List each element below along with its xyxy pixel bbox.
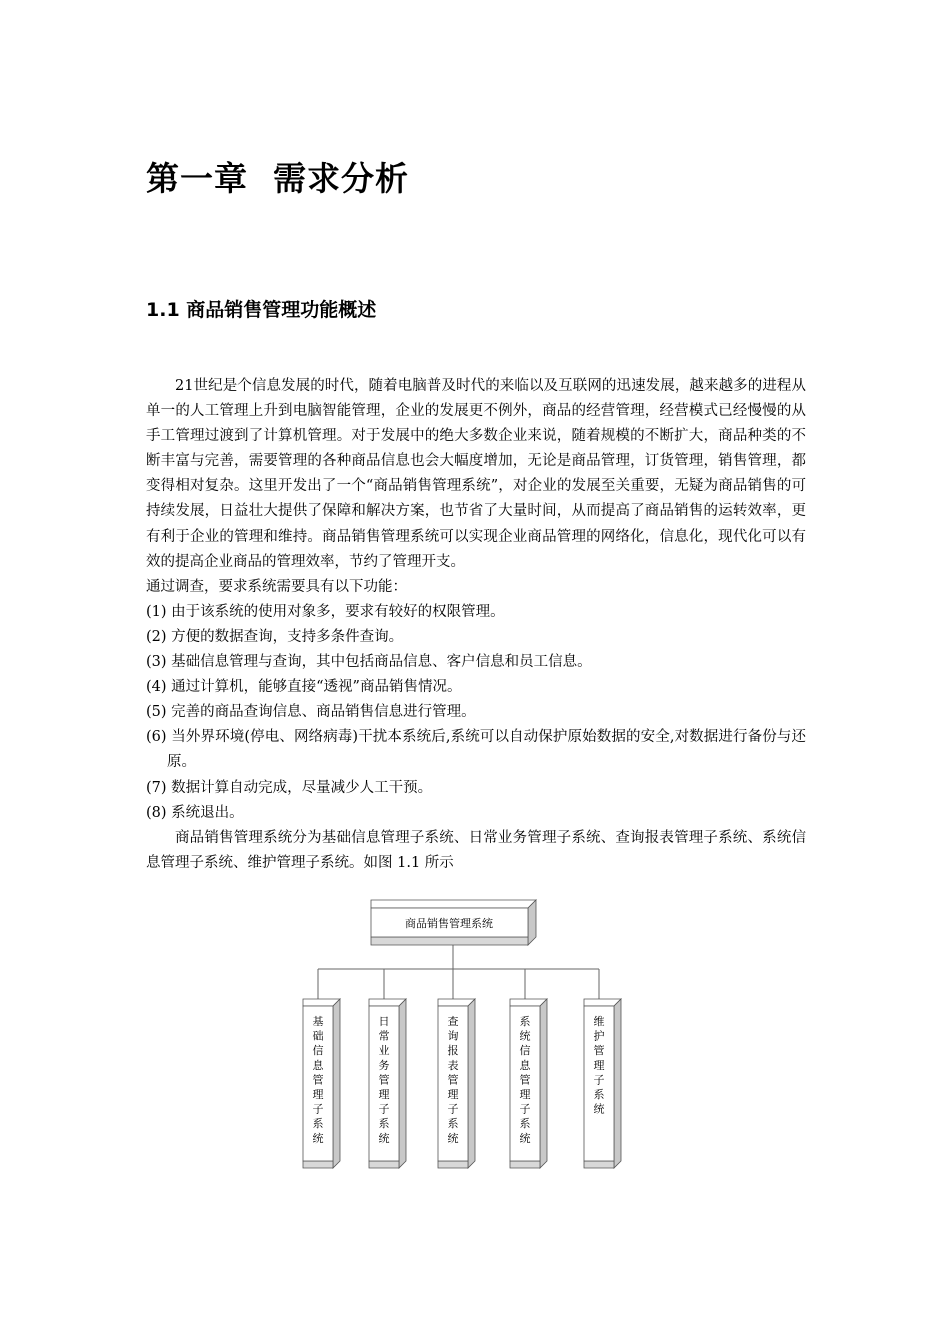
diagram-child-label-char: 子 [312, 1102, 324, 1116]
diagram-child-label-char: 管 [519, 1073, 531, 1087]
diagram-child-label-char: 询 [447, 1029, 459, 1043]
diagram-child-label-char: 统 [593, 1102, 605, 1116]
diagram-child-label-char: 日 [378, 1015, 390, 1028]
diagram-child-node [584, 999, 621, 1168]
requirement-item: (5) 完善的商品查询信息、商品销售信息进行管理。 [146, 704, 476, 721]
diagram-child-label-char: 统 [378, 1131, 390, 1145]
diagram-child-label-char: 护 [593, 1029, 605, 1043]
system-structure-diagram [296, 895, 636, 1181]
diagram-child-label-char: 理 [378, 1088, 390, 1101]
diagram-child-label-char: 理 [519, 1088, 531, 1101]
diagram-connectors [318, 945, 599, 999]
diagram-child-node [303, 999, 340, 1168]
diagram-child-label-char: 统 [519, 1131, 531, 1145]
diagram-child-label-char: 信 [519, 1044, 531, 1058]
section-title: 1.1 商品销售管理功能概述 [146, 299, 377, 321]
requirement-item: (2) 方便的数据查询，支持多条件查询。 [146, 628, 404, 645]
diagram-child-label-char: 务 [378, 1058, 390, 1072]
diagram-child-label-char: 系 [519, 1117, 531, 1131]
diagram-child-label-char: 信 [312, 1044, 324, 1058]
diagram-child-label-char: 子 [519, 1102, 531, 1116]
diagram-child-label-char: 基 [312, 1015, 324, 1028]
diagram-child-label-char: 子 [447, 1102, 459, 1116]
intro-paragraph: 21世纪是个信息发展的时代，随着电脑普及时代的来临以及互联网的迅速发展，越来越多的进程从单一的人工管理上升到电脑智能管理，企业的发展更不例外，商品的经营管理，经营模式已经慢慢的从手工管理过渡到了计算机管理。对于发展中的绝大多数企业来说，随着规模的不断扩大，商品种类的不断丰富与完善，需要管理的各种商品信息也会大幅度增加，无论是商品管理，订货管理，销售管理，都变得相对复杂。这里开发出了一个“商品销售管理系统”，对企业的发展至关重要，无疑为商品销售的可持续发展，日益壮大提供了保障和解决方案，也节省了大量时间，从而提高了商品销售的运转效率，更有利于企业的管理和维持。商品销售管理系统可以实现企业商品管理的网络化，信息化，现代化可以有效的提高企业商品的管理效率，节约了管理开支。 [146, 378, 806, 570]
diagram-child-label-char: 统 [447, 1131, 459, 1145]
diagram-child-label-char: 息 [312, 1058, 324, 1072]
diagram-child-label-char: 理 [447, 1088, 459, 1101]
diagram-child-label-char: 查 [447, 1015, 459, 1028]
diagram-child-label-char: 础 [312, 1029, 324, 1043]
diagram-child-label-char: 业 [378, 1044, 390, 1058]
diagram-child-label-char: 系 [593, 1088, 605, 1101]
diagram-child-label-char: 维 [593, 1015, 605, 1028]
diagram-child-label-char: 息 [519, 1058, 531, 1072]
diagram-child-label-char: 系 [378, 1117, 390, 1131]
diagram-root-label: 商品销售管理系统 [405, 917, 493, 930]
requirements-lead: 通过调查，要求系统需要具有以下功能： [146, 578, 407, 595]
requirement-item: (6) 当外界环境(停电、网络病毒)干扰本系统后,系统可以自动保护原始数据的安全,对数据进行备份与还原。 [146, 729, 806, 771]
diagram-child-label-char: 常 [378, 1029, 390, 1043]
diagram-child-node [369, 999, 406, 1168]
requirement-item: (8) 系统退出。 [146, 804, 244, 821]
diagram-child-label-char: 表 [447, 1058, 459, 1072]
diagram-child-label-char: 管 [378, 1073, 390, 1087]
diagram-root-node [371, 900, 536, 945]
requirement-item: (7) 数据计算自动完成，尽量减少人工干预。 [146, 779, 433, 796]
diagram-child-label-char: 理 [593, 1058, 605, 1072]
diagram-child-label-char: 系 [519, 1015, 531, 1028]
diagram-child-node [510, 999, 547, 1168]
requirement-item: (4) 通过计算机，能够直接“透视”商品销售情况。 [146, 679, 462, 696]
diagram-child-label-char: 管 [593, 1044, 605, 1058]
diagram-child-label-char: 统 [519, 1029, 531, 1043]
diagram-child-label-char: 系 [447, 1117, 459, 1131]
diagram-child-label-char: 系 [312, 1117, 324, 1131]
diagram-child-label-char: 统 [312, 1131, 324, 1145]
diagram-child-node [438, 999, 475, 1168]
diagram-child-label-char: 子 [593, 1073, 605, 1087]
diagram-child-label-char: 子 [378, 1102, 390, 1116]
summary-paragraph: 商品销售管理系统分为基础信息管理子系统、日常业务管理子系统、查询报表管理子系统、系统信息管理子系统、维护管理子系统。如图 1.1 所示 [146, 829, 806, 871]
requirement-item: (3) 基础信息管理与查询，其中包括商品信息、客户信息和员工信息。 [146, 654, 592, 671]
diagram-child-label-char: 理 [312, 1088, 324, 1101]
diagram-child-label-char: 管 [312, 1073, 324, 1087]
chapter-title: 第一章 需求分析 [146, 159, 409, 198]
requirement-item: (1) 由于该系统的使用对象多，要求有较好的权限管理。 [146, 603, 505, 620]
diagram-child-label-char: 管 [447, 1073, 459, 1087]
body-text [146, 374, 806, 876]
diagram-child-nodes [303, 999, 621, 1168]
diagram-child-label-char: 报 [447, 1044, 459, 1058]
